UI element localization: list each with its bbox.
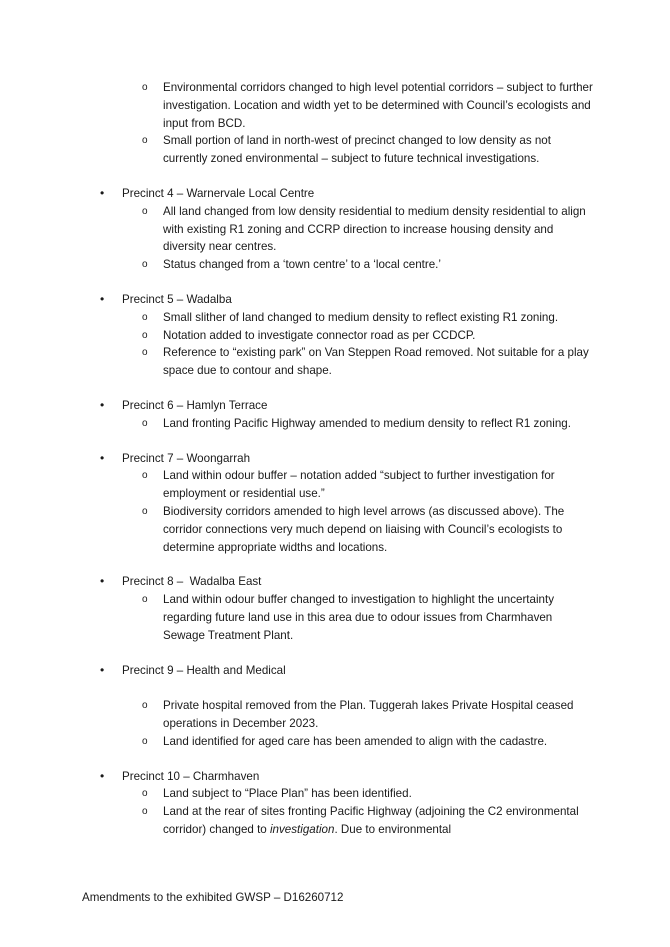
list-item: o Land within odour buffer changed to investigation to highlight the uncertainty regarding future land use in this area due to odour issues from Charmhaven Sewage Treatment Plant.	[142, 593, 555, 642]
list-item-text: Land identified for aged care has been amended to align with the cadastre.	[163, 734, 548, 748]
precinct-sub-list	[96, 591, 596, 644]
precinct-sub-list	[96, 697, 596, 750]
precinct-section	[96, 768, 596, 839]
list-item-text: Notation added to investigate connector road as per CCDCP.	[163, 328, 476, 342]
list-item-text: Reference to “existing park” on Van Steppen Road removed. Not suitable for a play space due to contour and shape.	[163, 346, 589, 378]
list-item: o Small slither of land changed to medium density to reflect existing R1 zoning.	[142, 310, 559, 324]
bullet-icon: •	[100, 450, 105, 465]
precinct-section	[96, 662, 596, 751]
list-item-text: Private hospital removed from the Plan. Tuggerah lakes Private Hospital ceased operations in December 2023.	[163, 699, 574, 730]
precinct-heading: • Precinct 4 – Warnervale Local Centre	[96, 185, 596, 203]
precinct-sub-list	[96, 415, 596, 433]
list-item-text: Status changed from a ‘town centre’ to a ‘local centre.’	[163, 258, 441, 272]
list-item-text: Land at the rear of sites fronting Pacific Highway (adjoining the C2 environmental corridor) changed to investigation. Due to environmental	[163, 805, 579, 836]
precinct-sub-list	[96, 467, 596, 556]
precinct-sub-list	[96, 785, 596, 838]
list-item-text: Land within odour buffer – notation added “subject to further investigation for employment or residential use.”	[163, 469, 555, 501]
bullet-icon: •	[100, 768, 105, 783]
bullet-icon: •	[100, 574, 105, 589]
precinct-section	[96, 185, 596, 274]
list-item: o Land at the rear of sites fronting Pacific Highway (adjoining the C2 environmental corridor) changed to investigation. Due to environmental	[142, 805, 579, 836]
list-item: o Biodiversity corridors amended to high level arrows (as discussed above). The corridor connections very much depend on liaising with Council’s ecologists to determine appropriate widths and locations.	[142, 504, 565, 554]
precinct-heading: • Precinct 5 – Wadalba	[96, 291, 596, 309]
list-item-text: Land fronting Pacific Highway amended to medium density to reflect R1 zoning.	[163, 416, 571, 430]
bullet-icon: •	[100, 397, 105, 412]
list-item: o Land within odour buffer – notation added “subject to further investigation for employment or residential use.”	[142, 469, 555, 501]
emphasis-text: investigation	[269, 822, 335, 836]
precinct-heading: • Precinct 8 – Wadalba East	[96, 573, 596, 591]
list-item: o Reference to “existing park” on Van Steppen Road removed. Not suitable for a play space due to contour and shape.	[142, 346, 589, 378]
precinct-heading: • Precinct 7 – Woongarrah	[96, 450, 596, 468]
list-item-text: Environmental corridors changed to high level potential corridors – subject to further investigation. Location and width yet to be determined with Council’s ecologists and input from BCD.	[163, 81, 593, 130]
list-item-text: Land subject to “Place Plan” has been identified.	[163, 787, 412, 801]
precinct-heading: • Precinct 10 – Charmhaven	[96, 768, 596, 786]
intro-sub-list	[96, 79, 596, 168]
list-item: o All land changed from low density residential to medium density residential to align with existing R1 zoning and CCRP direction to increase housing density and diversity near centres.	[142, 204, 586, 254]
precinct-sub-list	[96, 203, 596, 274]
precinct-sub-list	[96, 309, 596, 380]
list-item-text: All land changed from low density residential to medium density residential to align with existing R1 zoning and CCRP direction to increase housing density and diversity near centres.	[163, 204, 586, 254]
list-item-text: Small slither of land changed to medium density to reflect existing R1 zoning.	[163, 310, 559, 324]
list-item-text: Land within odour buffer changed to investigation to highlight the uncertainty regarding future land use in this area due to odour issues from Charmhaven Sewage Treatment Plant.	[163, 593, 555, 642]
list-item: o Land identified for aged care has been amended to align with the cadastre.	[142, 734, 548, 748]
list-item: o Land fronting Pacific Highway amended to medium density to reflect R1 zoning.	[142, 416, 571, 430]
list-item: o Status changed from a ‘town centre’ to a ‘local centre.’	[142, 258, 441, 272]
list-item: o Environmental corridors changed to high level potential corridors – subject to further investigation. Location and width yet to be determined with Council’s ecologists and input from BCD.	[142, 81, 593, 130]
bullet-icon: •	[100, 662, 105, 677]
precinct-section	[96, 573, 596, 644]
list-item: o Notation added to investigate connector road as per CCDCP.	[142, 328, 476, 342]
list-item: o Land subject to “Place Plan” has been identified.	[142, 787, 412, 801]
page-footer: Amendments to the exhibited GWSP – D16260712	[82, 891, 344, 904]
list-item: o Private hospital removed from the Plan. Tuggerah lakes Private Hospital ceased operations in December 2023.	[142, 699, 574, 730]
precinct-section	[96, 291, 596, 380]
blank-line	[96, 679, 596, 697]
precinct-heading: • Precinct 9 – Health and Medical	[96, 662, 596, 680]
list-item: o Small portion of land in north-west of precinct changed to low density as not currently zoned environmental – subject to future technical investigations.	[142, 134, 551, 166]
bullet-icon: •	[100, 291, 105, 306]
document-content	[96, 79, 596, 839]
list-item-text: Biodiversity corridors amended to high level arrows (as discussed above). The corridor connections very much depend on liaising with Council’s ecologists to determine appropriate widths and locations.	[163, 504, 565, 554]
precinct-heading: • Precinct 6 – Hamlyn Terrace	[96, 397, 596, 415]
bullet-icon: •	[100, 185, 105, 200]
precinct-section	[96, 450, 596, 557]
precinct-section	[96, 397, 596, 433]
list-item-text: Small portion of land in north-west of precinct changed to low density as not currently zoned environmental – subject to future technical investigations.	[163, 134, 551, 166]
